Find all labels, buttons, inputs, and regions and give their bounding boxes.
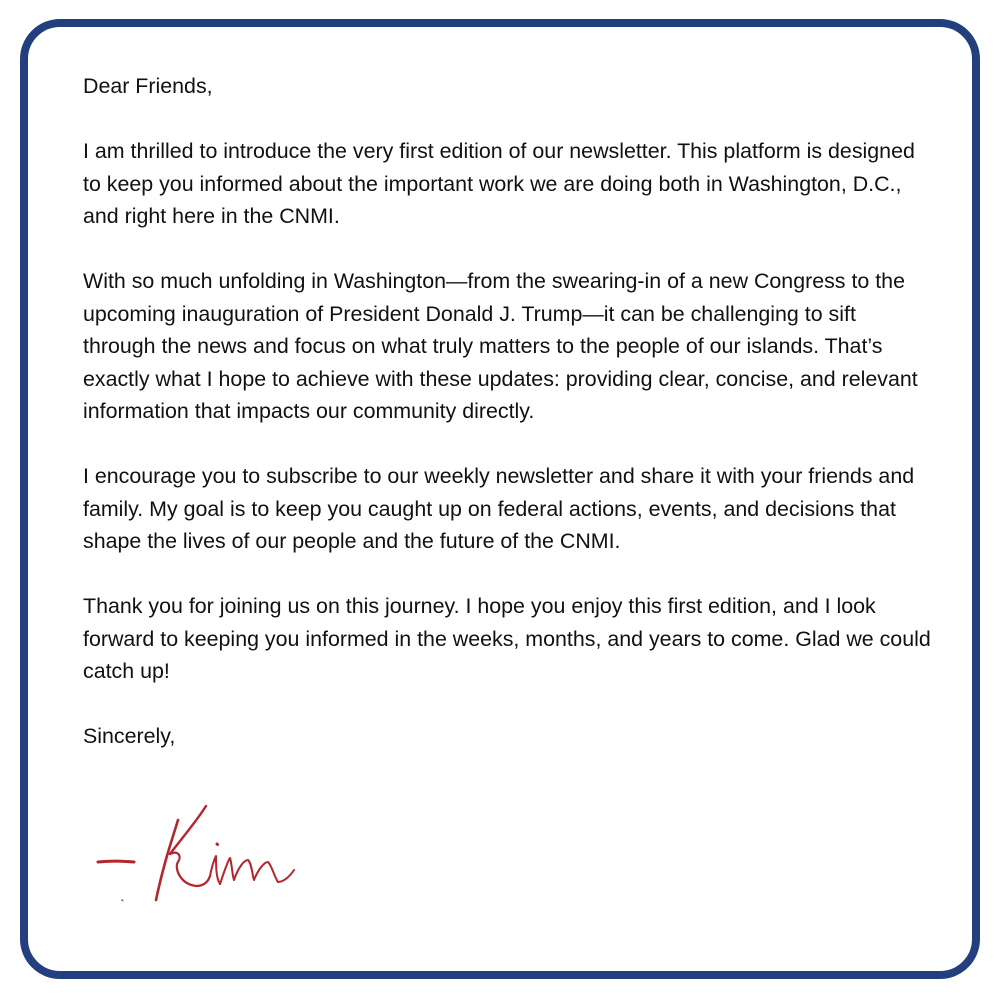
paragraph-subscribe: I encourage you to subscribe to our weekly newsletter and share it with your friends and family. My goal is to keep you caught up on federal actions, events, and decisions that shape the lives of our people and the future of the CNMI. [83,464,915,553]
paragraph-washington: With so much unfolding in Washington—from the swearing-in of a new Congress to the upcoming inauguration of President Donald J. Trump—it can be challenging to sift through the news and focus on what truly matters to the people of our islands. That’s exactly what I hope to achieve with these updates: providing clear, concise, and relevant information that impacts our community directly. [83,269,918,423]
paragraph-thanks: Thank you for joining us on this journey. I hope you enjoy this first edition, and I look forward to keeping you informed in the weeks, months, and years to come. Glad we could catch up! [83,594,931,683]
greeting: Dear Friends, [83,74,213,98]
signature-kim [92,800,302,910]
paragraph-intro: I am thrilled to introduce the very first edition of our newsletter. This platform is designed to keep you informed about the important work we are doing both in Washington, D.C., and right here in the CNMI. [83,139,915,228]
closing: Sincerely, [83,724,176,748]
letter-body [83,70,933,785]
